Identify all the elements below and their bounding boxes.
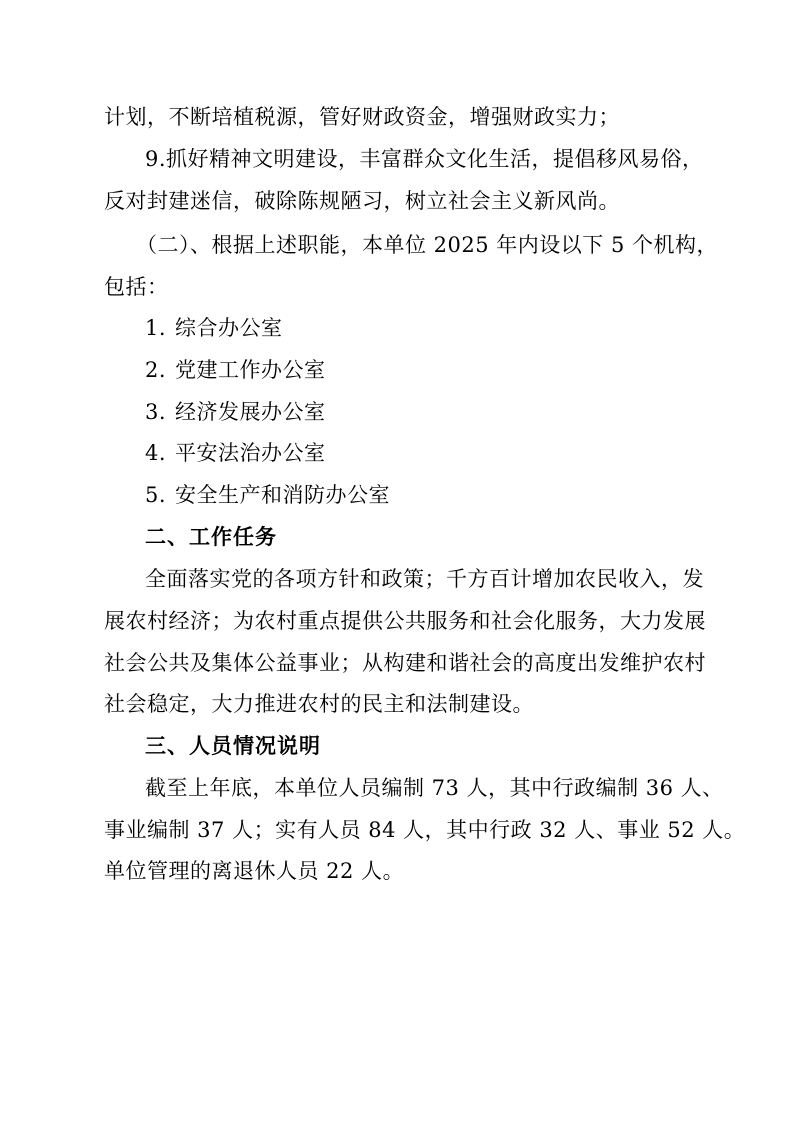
list-item — [145, 398, 326, 426]
list-item — [145, 439, 326, 467]
list-item-number: 2. — [145, 358, 167, 382]
paragraph-line: 社会公共及集体公益事业；从构建和谐社会的高度出发维护农村 — [104, 651, 706, 675]
paragraph-line: 展农村经济；为农村重点提供公共服务和社会化服务，大力发展 — [104, 609, 706, 633]
list-item-number: 4. — [145, 441, 167, 465]
paragraph-line: 反对封建迷信，破除陈规陋习，树立社会主义新风尚。 — [104, 189, 620, 213]
list-item-number: 3. — [145, 400, 167, 424]
paragraph-line: 9.抓好精神文明建设，丰富群众文化生活，提倡移风易俗， — [145, 147, 704, 171]
list-item-number: 5. — [145, 483, 167, 507]
list-item-label: 平安法治办公室 — [175, 441, 326, 465]
list-item — [145, 481, 390, 509]
section-heading-tasks: 二、工作任务 — [145, 525, 277, 549]
paragraph-line: 包括： — [104, 275, 169, 299]
list-item-label: 经济发展办公室 — [175, 400, 326, 424]
paragraph-line: 社会稳定，大力推进农村的民主和法制建设。 — [104, 692, 534, 716]
paragraph-line: 截至上年底，本单位人员编制 73 人，其中行政编制 36 人、 — [145, 776, 724, 800]
paragraph-line: 全面落实党的各项方针和政策；千方百计增加农民收入，发 — [145, 567, 704, 591]
paragraph-line: （二）、根据上述职能，本单位 2025 年内设以下 5 个机构， — [136, 233, 719, 257]
list-item-label: 综合办公室 — [175, 316, 283, 340]
list-item-label: 党建工作办公室 — [175, 358, 326, 382]
list-item-number: 1. — [145, 316, 167, 340]
list-item-label: 安全生产和消防办公室 — [175, 483, 390, 507]
list-item — [145, 314, 283, 342]
list-item — [145, 356, 326, 384]
paragraph-line: 计划，不断培植税源，管好财政资金，增强财政实力； — [104, 105, 620, 129]
paragraph-line: 事业编制 37 人；实有人员 84 人，其中行政 32 人、事业 52 人。 — [104, 818, 746, 842]
paragraph-line: 单位管理的离退休人员 22 人。 — [104, 859, 405, 883]
section-heading-staff: 三、人员情况说明 — [145, 734, 321, 758]
